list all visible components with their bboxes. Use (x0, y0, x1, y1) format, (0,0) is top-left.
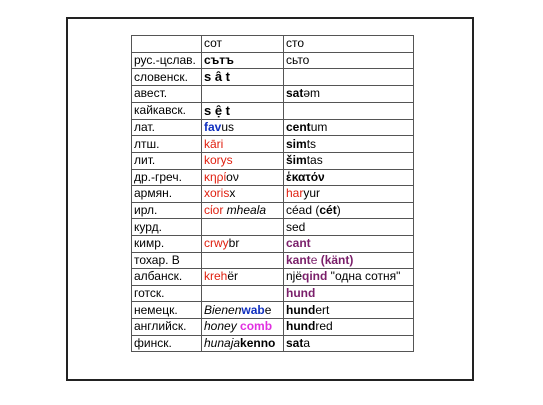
table-row (132, 69, 414, 86)
sto-cell (284, 269, 414, 286)
word-segment: e (264, 302, 272, 317)
word-segment: Bienen (204, 302, 242, 317)
language-cell: тохар. B (132, 252, 202, 269)
word-segment: ) (336, 203, 341, 218)
word-segment: (känt) (317, 252, 354, 267)
word-segment: cét (319, 203, 337, 218)
sto-cell (284, 252, 414, 269)
word-segment: mheala (223, 203, 267, 218)
language-cell: курд. (132, 219, 202, 236)
sto-cell (284, 202, 414, 219)
word-segment: cant (286, 236, 311, 251)
word-segment: cίor (204, 203, 224, 218)
language-cell: готск. (132, 285, 202, 302)
sto-cell (284, 285, 414, 302)
word-segment: sat (286, 335, 304, 350)
sot-cell (202, 235, 284, 252)
table-row (132, 152, 414, 169)
word-segment: kenno (240, 335, 276, 350)
language-cell: словенск. (132, 69, 202, 86)
sot-cell (202, 102, 284, 119)
word-segment: us (221, 120, 235, 135)
sto-cell (284, 318, 414, 335)
table-header-row (132, 36, 414, 53)
language-cell: армян. (132, 186, 202, 203)
sto-cell (284, 302, 414, 319)
word-segment: një (286, 269, 303, 284)
sto-cell (284, 152, 414, 169)
word-segment: e (310, 252, 318, 267)
language-cell: рус.-цслав. (132, 52, 202, 69)
sot-cell (202, 219, 284, 236)
sto-cell (284, 335, 414, 352)
word-segment: ër (227, 269, 239, 284)
table-row (132, 318, 414, 335)
table-row (132, 136, 414, 153)
word-segment: hund (286, 319, 316, 334)
sto-cell (284, 235, 414, 252)
sot-cell (202, 285, 284, 302)
table-row (132, 219, 414, 236)
word-segment: crwy (204, 236, 229, 251)
word-segment: šim (286, 153, 307, 168)
table-row (132, 269, 414, 286)
sto-cell (284, 186, 414, 203)
sot-cell (202, 335, 284, 352)
header-lang (132, 36, 202, 53)
language-cell: лит. (132, 152, 202, 169)
sto-cell (284, 102, 414, 119)
word-segment: red (315, 319, 333, 334)
word-segment: ts (306, 136, 317, 151)
table-row (132, 52, 414, 69)
sto-cell (284, 86, 414, 103)
sto-cell (284, 219, 414, 236)
word-segment: a (303, 335, 311, 350)
language-cell: лтш. (132, 136, 202, 153)
table-row (132, 186, 414, 203)
language-cell: кайкавск. (132, 102, 202, 119)
table-row (132, 302, 414, 319)
language-cell: албанск. (132, 269, 202, 286)
word-segment: κηρί (204, 169, 227, 184)
sto-cell (284, 119, 414, 136)
word-segment: xoris (204, 186, 230, 201)
sto-cell (284, 52, 414, 69)
word-segment: сътъ (204, 52, 234, 67)
language-cell: английск. (132, 318, 202, 335)
sot-cell (202, 52, 284, 69)
word-segment: сьто (286, 52, 310, 67)
word-segment: wab (241, 302, 265, 317)
language-cell: немецк. (132, 302, 202, 319)
cognates-table (131, 35, 414, 352)
table-row (132, 285, 414, 302)
table-row (132, 169, 414, 186)
word-segment: s ệ t (204, 102, 231, 118)
language-cell: ирл. (132, 202, 202, 219)
word-segment: sed (286, 219, 306, 234)
header-sto: сто (284, 36, 414, 53)
word-segment: əm (303, 86, 321, 101)
word-segment: um (310, 120, 328, 135)
word-segment: sim (286, 136, 307, 151)
word-segment: yur (303, 186, 321, 201)
word-segment: comb (236, 319, 273, 334)
sot-cell (202, 186, 284, 203)
word-segment: qind (302, 269, 328, 284)
word-segment: x (229, 186, 236, 201)
word-segment: sat (286, 86, 304, 101)
sot-cell (202, 302, 284, 319)
word-segment: fav (204, 120, 222, 135)
word-segment: kant (286, 252, 311, 267)
word-segment: céad ( (286, 203, 320, 218)
sot-cell (202, 152, 284, 169)
table-row (132, 335, 414, 352)
sot-cell (202, 269, 284, 286)
sto-cell (284, 69, 414, 86)
table-row (132, 86, 414, 103)
word-segment: ert (315, 302, 330, 317)
sot-cell (202, 169, 284, 186)
sot-cell (202, 202, 284, 219)
word-segment: hund (286, 302, 316, 317)
word-segment: "одна сотня" (327, 269, 401, 284)
word-segment: br (228, 236, 240, 251)
word-segment: ἑκατόν (286, 169, 325, 184)
word-segment: hunaja (204, 335, 241, 350)
table-row (132, 202, 414, 219)
sot-cell (202, 86, 284, 103)
word-segment: har (286, 186, 304, 201)
language-cell: лат. (132, 119, 202, 136)
word-segment: ys (220, 153, 233, 168)
sot-cell (202, 119, 284, 136)
table-row (132, 119, 414, 136)
sot-cell (202, 252, 284, 269)
sot-cell (202, 69, 284, 86)
table-row (132, 102, 414, 119)
language-cell: др.-греч. (132, 169, 202, 186)
word-segment: kor (204, 153, 221, 168)
sto-cell (284, 136, 414, 153)
word-segment: honey (204, 319, 237, 334)
sot-cell (202, 318, 284, 335)
word-segment: ον (226, 169, 239, 184)
sot-cell (202, 136, 284, 153)
sto-cell (284, 169, 414, 186)
language-cell: финск. (132, 335, 202, 352)
word-segment: tas (306, 153, 323, 168)
table-row (132, 235, 414, 252)
language-cell: кимр. (132, 235, 202, 252)
table-row (132, 252, 414, 269)
word-segment: kreh (204, 269, 228, 284)
word-segment: kāri (204, 136, 224, 151)
language-cell: авест. (132, 86, 202, 103)
word-segment: s â t (204, 69, 231, 85)
word-segment: cent (286, 120, 311, 135)
header-sot: сот (202, 36, 284, 53)
word-segment: hund (286, 286, 316, 301)
